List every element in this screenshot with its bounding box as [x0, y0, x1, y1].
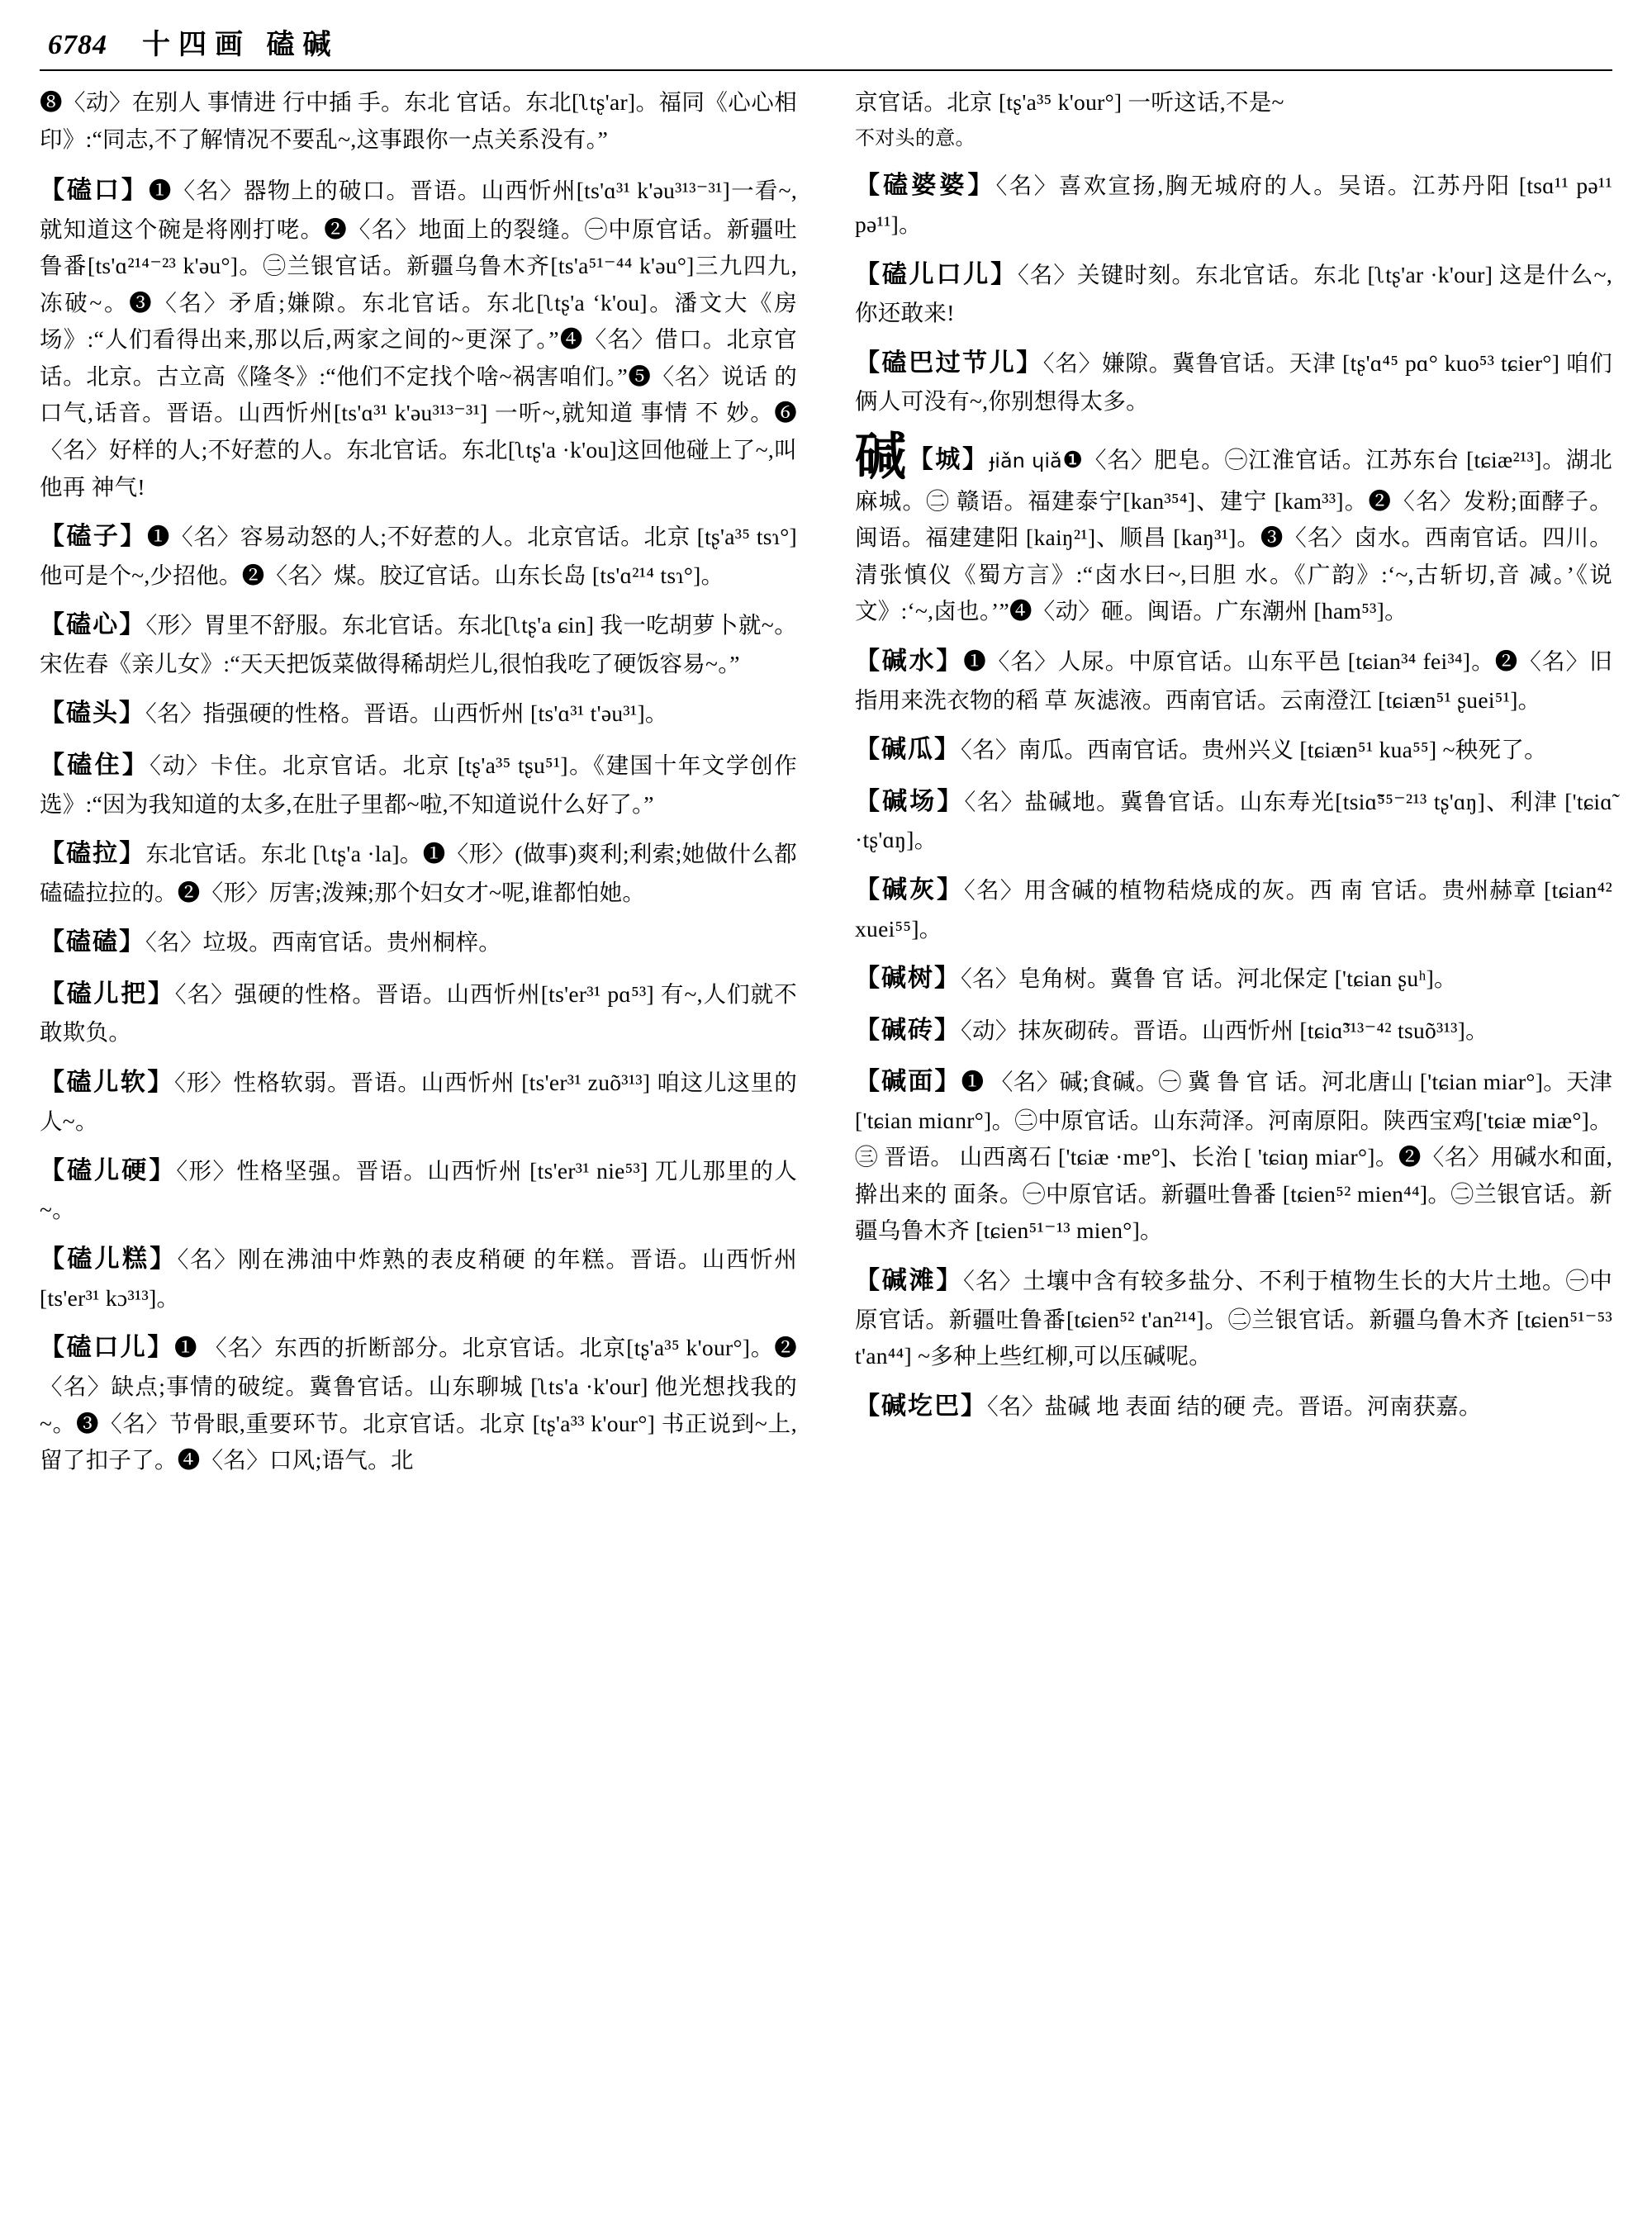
entry-text: 〈名〉用含碱的植物秸烧成的灰。西 南 官话。贵州赫章 [tɕian⁴² xuei⁵⁵]。: [855, 876, 1612, 942]
dictionary-entry: [855, 1062, 1612, 1250]
entry-text: ❶〈名〉肥皂。㊀江淮官话。江苏东台 [tɕiæ²¹³]。湖北麻城。㊁ 赣语。福建泰宁[kan³⁵⁴]、建宁 [kam³³]。❷〈名〉发粉;面酵子。闽语。福建建阳 [kaiŋ²¹]、顺昌 [kaŋ³¹]。❸〈名〉卤水。西南官话。四川。清张慎仪《蜀方言》:“卤水曰~,曰胆 水。《广韵》:‘~,古斩切,音 减。’《说文》:‘~,卤也。’”❹〈动〉砸。闽语。广东潮州 [ham⁵³]。: [855, 446, 1613, 624]
entry-text: 不对头的意。: [855, 127, 976, 149]
entry-text: 〈名〉土壤中含有较多盐分、不利于植物生长的大片土地。㊀中原官话。新疆吐鲁番[tɕien⁵² t'an²¹⁴]。㊁兰银官话。新疆乌鲁木齐 [tɕien⁵¹⁻⁵³ t'an⁴⁴] ~多种上些红柳,可以压碱呢。: [855, 1268, 1613, 1369]
entry-headword: 【磕巴过节儿】: [855, 349, 1043, 377]
dictionary-entry: [855, 255, 1612, 332]
entry-text: 〈名〉盐碱地。冀鲁官话。山东寿光[tsiɑ̃⁵⁵⁻²¹³ tʂ'ɑŋ]、利津 ['tɕiɑ̃ ·tʂ'ɑŋ]。: [855, 788, 1613, 853]
entry-headword: 【碱场】: [855, 787, 965, 815]
entry-headword: 【磕儿硬】: [40, 1157, 177, 1185]
dictionary-entry: [40, 1151, 797, 1228]
entry-headword: 【碱面】: [855, 1068, 961, 1096]
dictionary-entry: [855, 344, 1612, 420]
entry-text: 〈形〉胃里不舒服。东北官话。东北[ʅtʂ'a ɕin] 我一吃胡萝卜就~。宋佐春《亲儿女》:“天天把饭菜做得稀胡烂儿,很怕我吃了硬饭容易~。”: [40, 612, 797, 676]
page-header: [40, 21, 1612, 64]
entry-text: ❶ 〈名〉碱;食碱。㊀ 冀 鲁 官 话。河北唐山 ['tɕian miar°]。天津 ['tɕian miɑnr°]。㊁中原官话。山东菏泽。河南原阳。陕西宝鸡['tɕiæ miæ°]。㊂ 晋语。 山西离石 ['tɕiæ ·mɐ°]、长治 [ 'tɕiɑŋ miar°]。❷〈名〉用碱水和面,擀出来的 面条。㊀中原官话。新疆吐鲁番 [tɕien⁵² mien⁴⁴]。㊁兰银官话。新疆乌鲁木齐 [tɕien⁵¹⁻¹³ mien°]。: [855, 1069, 1613, 1244]
dictionary-entry: [40, 975, 797, 1051]
dictionary-entry: [855, 871, 1612, 947]
entry-text: 〈名〉喜欢宣扬,胸无城府的人。吴语。江苏丹阳 [tsɑ¹¹ pə¹¹ pə¹¹]。: [855, 173, 1613, 238]
dictionary-entry: [40, 517, 797, 594]
page-title: 十四画 磕碱: [142, 30, 339, 60]
entry-headword: 【碱滩】: [855, 1267, 964, 1295]
entry-text: 东北官话。东北 [ʅtʂ'a ·la]。❶〈形〉(做事)爽利;利索;她做什么都磕磕拉拉的。❷〈形〉厉害;泼辣;那个妇女才~呢,谁都怕她。: [40, 841, 798, 905]
dictionary-entry: [855, 1011, 1612, 1051]
entry-text: 〈名〉刚在沸油中炸熟的表皮稍硬 的年糕。晋语。山西忻州 [ts'er³¹ kɔ³¹³]。: [40, 1246, 797, 1311]
entry-continuation-note: [855, 123, 1612, 155]
dictionary-entry: [855, 642, 1612, 719]
main-character: 碱: [855, 429, 909, 486]
entry-text: 〈形〉性格软弱。晋语。山西忻州 [ts'er³¹ zuõ³¹³] 咱这儿这里的人~。: [40, 1069, 798, 1134]
dictionary-entry: [40, 171, 797, 505]
entry-headword: 【碱灰】: [855, 875, 965, 904]
dictionary-entry: [40, 1063, 797, 1140]
entry-text: 〈名〉关键时刻。东北官话。东北 [ʅtʂ'ar ·k'our] 这是什么~,你还敢来!: [855, 261, 1613, 326]
entry-headword: 【碱水】: [855, 648, 964, 676]
entry-text: 〈动〉卡住。北京官话。北京 [tʂ'a³⁵ tʂu⁵¹]。《建国十年文学创作选》:“因为我知道的太多,在肚子里都~啦,不知道说什么好了。”: [40, 752, 797, 817]
entry-headword: 【磕头】: [40, 700, 145, 728]
entry-headword: 【磕儿糕】: [40, 1245, 178, 1274]
entry-headword: 【磕儿把】: [40, 980, 175, 1008]
dictionary-entry: [855, 1387, 1612, 1427]
entry-text: 〈名〉皂角树。冀鲁 官 话。河北保定 ['tɕian ʂuʰ]。: [961, 966, 1457, 992]
dictionary-entry: [40, 1328, 797, 1478]
entry-continuation: [40, 84, 797, 158]
entry-text: 〈名〉指强硬的性格。晋语。山西忻州 [ts'ɑ³¹ t'əu³¹]。: [145, 700, 668, 727]
entry-text: 〈形〉性格坚强。晋语。山西忻州 [ts'er³¹ nie⁵³] 兀儿那里的人~。: [40, 1158, 798, 1222]
entry-headword: 【磕儿口儿】: [855, 260, 1018, 288]
dictionary-entry: [40, 923, 797, 963]
entry-headword-pronunciation: ɟiǎn ɥiǎ: [989, 448, 1062, 472]
entry-headword: 【磕心】: [40, 611, 146, 639]
entry-headword: 【碱瓜】: [855, 736, 961, 764]
entry-headword: 【碱圪巴】: [855, 1392, 987, 1420]
entry-headword: 【磕婆婆】: [855, 172, 996, 200]
dictionary-entry: [40, 834, 797, 911]
entry-text: ❶〈名〉容易动怒的人;不好惹的人。北京官话。北京 [tʂ'a³⁵ tsɿ°] 他可是个~,少招他。❷〈名〉煤。胶辽官话。山东长岛 [ts'ɑ²¹⁴ tsɿ°]。: [40, 524, 798, 588]
header-rule: [40, 69, 1612, 71]
entry-headword: 【磕儿软】: [40, 1068, 175, 1096]
entry-headword: 【碱砖】: [855, 1016, 961, 1044]
dictionary-entry: [855, 166, 1612, 243]
left-column: [40, 84, 820, 2199]
dictionary-entry: [40, 746, 797, 823]
entry-headword: 【城】: [908, 445, 990, 473]
entry-text: 〈名〉南瓜。西南官话。贵州兴义 [tɕiæn⁵¹ kua⁵⁵] ~秧死了。: [961, 737, 1547, 763]
dictionary-entry: [855, 730, 1612, 771]
entry-text: ❽〈动〉在别人 事情进 行中插 手。东北 官话。东北[ʅtʂ'ar]。福同《心心相印》:“同志,不了解情况不要乱~,这事跟你一点关系没有。”: [40, 89, 797, 152]
entry-text: ❶ 〈名〉东西的折断部分。北京官话。北京[tʂ'a³⁵ k'our°]。❷〈名〉缺点;事情的破绽。冀鲁官话。山东聊城 [ʅts'a ·k'our] 他光想找我的~。❸〈名〉节骨眼,重要环节。北京官话。北京 [tʂ'a³³ k'our°] 书正说到~上,留了扣子了。❹〈名〉口风;语气。北: [40, 1335, 798, 1473]
main-character-entry: [855, 429, 1613, 630]
page-columns: [40, 84, 1612, 2199]
entry-headword: 【磕住】: [40, 751, 150, 779]
dictionary-entry: [40, 1240, 797, 1317]
entry-text: 〈名〉强硬的性格。晋语。山西忻州[ts'er³¹ pɑ⁵³] 有~,人们就不敢欺负。: [40, 980, 797, 1046]
entry-text: 〈名〉垃圾。西南官话。贵州桐梓。: [145, 929, 502, 956]
entry-text: 京官话。北京 [tʂ'a³⁵ k'our°] 一听这话,不是~: [855, 89, 1284, 115]
page-number: 6784: [48, 30, 107, 60]
entry-headword: 【磕口儿】: [40, 1334, 174, 1362]
dictionary-entry: [855, 782, 1612, 859]
entry-headword: 【磕拉】: [40, 840, 146, 868]
right-column: [822, 84, 1612, 2199]
dictionary-entry: [40, 694, 797, 734]
dictionary-entry: [855, 1261, 1612, 1375]
entry-headword: 【磕口】: [40, 177, 149, 205]
entry-text: ❶〈名〉器物上的破口。晋语。山西忻州[ts'ɑ³¹ k'əu³¹³⁻³¹]一看~,就知道这个碗是将刚打咾。❷〈名〉地面上的裂缝。㊀中原官话。新疆吐鲁番[ts'ɑ²¹⁴⁻²³ k'əu°]。㊁兰银官话。新疆乌鲁木齐[ts'a⁵¹⁻⁴⁴ k'əu°]三九四九,冻破~。❸〈名〉矛盾;嫌隙。东北官话。东北[ʅtʂ'a ‘k'ou]。潘文大《房场》:“人们看得出来,那以后,两家之间的~更深了。”❹〈名〉借口。北京官话。北京。古立高《隆冬》:“他们不定找个啥~祸害咱们。”❺〈名〉说话 的 口气,话音。晋语。山西忻州[ts'ɑ³¹ k'əu³¹³⁻³¹] 一听~,就知道 事情 不 妙。❻〈名〉好样的人;不好惹的人。东北官话。东北[ʅtʂ'a ·k'ou]这回他碰上了~,叫他再 神气!: [40, 178, 797, 500]
dictionary-entry: [855, 959, 1612, 999]
entry-continuation: [855, 84, 1612, 121]
entry-text: ❶〈名〉人尿。中原官话。山东平邑 [tɕian³⁴ fei³⁴]。❷〈名〉旧指用来洗衣物的稻 草 灰滤液。西南官话。云南澄江 [tɕiæn⁵¹ ʂuei⁵¹]。: [855, 648, 1612, 713]
entry-headword: 【磕子】: [40, 523, 147, 551]
entry-headword: 【磕磕】: [40, 928, 145, 956]
entry-headword: 【碱树】: [855, 965, 961, 993]
entry-text: 〈名〉盐碱 地 表面 结的硬 壳。晋语。河南获嘉。: [987, 1393, 1482, 1419]
entry-text: 〈动〉抹灰砌砖。晋语。山西忻州 [tɕiɑ̃³¹³⁻⁴² tsuõ³¹³]。: [961, 1017, 1488, 1043]
entry-text: 〈名〉嫌隙。冀鲁官话。天津 [tʂ'ɑ⁴⁵ pɑ° kuo⁵³ tɕier°] 咱们俩人可没有~,你别想得太多。: [855, 349, 1613, 415]
dictionary-entry: [40, 605, 797, 682]
